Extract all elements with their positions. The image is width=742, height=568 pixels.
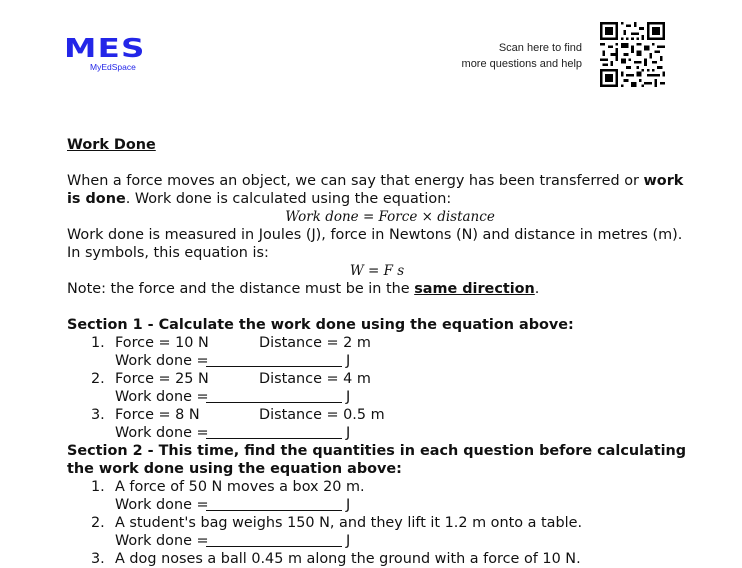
answer-label: Work done = xyxy=(115,389,209,405)
intro-paragraph xyxy=(67,172,687,208)
intro-text-b: . Work done is calculated using the equation: xyxy=(125,191,452,207)
scan-line-2: more questions and help xyxy=(461,58,582,70)
answer-unit: J xyxy=(346,353,351,369)
equation-symbols: W = F s xyxy=(349,263,405,279)
units-paragraph: Work done is measured in Joules (J), force in Newtons (N) and distance in metres (m). In symbols, this equation is: xyxy=(67,227,683,261)
question-force: Force = 25 N xyxy=(115,371,209,387)
answer-unit: J xyxy=(346,533,351,549)
section-1-question-1 xyxy=(67,334,687,370)
scan-line-1: Scan here to find xyxy=(498,42,582,54)
question-distance: Distance = 4 m xyxy=(259,371,371,387)
answer-blank[interactable] xyxy=(206,510,342,511)
section-1-heading: Section 1 - Calculate the work done using the equation above: xyxy=(67,317,574,333)
note-text-b: . xyxy=(534,281,540,297)
direction-note xyxy=(67,280,687,298)
mes-logo xyxy=(64,34,146,72)
question-text: A force of 50 N moves a box 20 m. xyxy=(115,479,365,495)
answer-unit: J xyxy=(346,497,351,513)
logo-subtitle: MyEdSpace xyxy=(90,62,136,72)
section-2-question-3 xyxy=(67,550,687,568)
scan-prompt xyxy=(422,40,582,72)
note-text-a: Note: the force and the distance must be in the xyxy=(67,281,415,297)
equation-words: Work done = Force × distance xyxy=(285,209,495,225)
section-2-question-2 xyxy=(67,514,687,550)
intro-bold-term: work is done xyxy=(67,173,684,207)
intro-text-a: When a force moves an object, we can say that energy has been transferred or xyxy=(67,173,644,189)
question-text: A dog noses a ball 0.45 m along the ground with a force of 10 N. xyxy=(115,551,581,567)
question-distance: Distance = 2 m xyxy=(259,335,371,351)
answer-label: Work done = xyxy=(115,353,209,369)
question-number: 1. xyxy=(91,335,105,351)
answer-blank[interactable] xyxy=(206,402,342,403)
section-1-question-2 xyxy=(67,370,687,406)
section-2-heading: Section 2 - This time, find the quantities in each question before calculating the work done using the equation above: xyxy=(67,443,687,477)
logo-mark: MES xyxy=(64,34,146,64)
answer-blank[interactable] xyxy=(206,438,342,439)
qr-code-icon[interactable] xyxy=(600,22,665,87)
answer-unit: J xyxy=(346,425,351,441)
question-text: A student's bag weighs 150 N, and they lift it 1.2 m onto a table. xyxy=(115,515,583,531)
answer-label: Work done = xyxy=(115,533,209,549)
spacer xyxy=(67,298,687,316)
section-1-question-3 xyxy=(67,406,687,442)
answer-label: Work done = xyxy=(115,497,209,513)
section-2-question-1 xyxy=(67,478,687,514)
answer-unit: J xyxy=(346,389,351,405)
note-emphasis: same direction xyxy=(414,281,535,297)
question-number: 3. xyxy=(91,551,105,567)
answer-blank[interactable] xyxy=(206,366,342,367)
page-title: Work Done xyxy=(67,137,156,153)
question-distance: Distance = 0.5 m xyxy=(259,407,385,423)
question-number: 2. xyxy=(91,371,105,387)
worksheet-content xyxy=(67,136,687,568)
question-number: 3. xyxy=(91,407,105,423)
answer-blank[interactable] xyxy=(206,546,342,547)
answer-label: Work done = xyxy=(115,425,209,441)
question-number: 2. xyxy=(91,515,105,531)
question-force: Force = 8 N xyxy=(115,407,200,423)
question-force: Force = 10 N xyxy=(115,335,209,351)
question-number: 1. xyxy=(91,479,105,495)
